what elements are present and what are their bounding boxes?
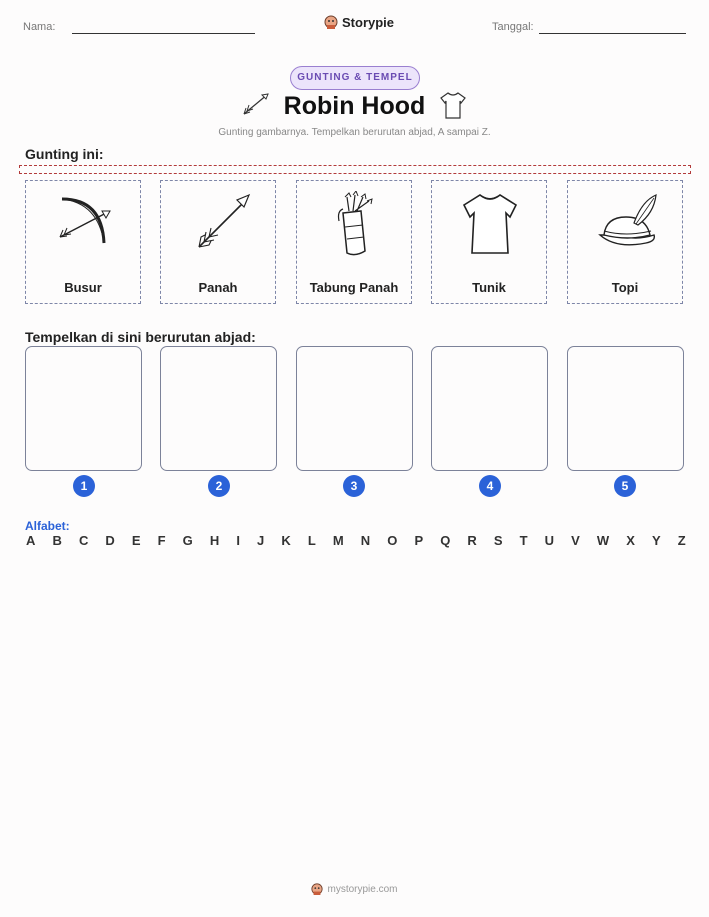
feathered-hat-icon <box>596 191 660 251</box>
alphabet-letter: W <box>596 533 610 548</box>
paste-section-heading: Tempelkan di sini berurutan abjad: <box>25 329 256 345</box>
tunic-decoration-icon <box>440 90 466 120</box>
alphabet-letter: H <box>209 533 220 548</box>
quiver-icon <box>325 191 385 257</box>
alphabet-letter: Q <box>440 533 451 548</box>
date-line[interactable] <box>539 33 686 34</box>
cut-line <box>19 165 691 174</box>
alphabet-letter: K <box>281 533 291 548</box>
cut-card-label: Tunik <box>472 280 506 295</box>
alphabet-letter: Z <box>677 533 686 548</box>
slot-number-badge: 5 <box>614 475 636 497</box>
alphabet-letter: S <box>493 533 503 548</box>
alphabet-letter: J <box>257 533 265 548</box>
slot-number-badge: 2 <box>208 475 230 497</box>
brand-logo <box>324 14 394 30</box>
footer-site: mystorypie.com <box>327 883 398 895</box>
alphabet-letter: U <box>544 533 555 548</box>
cut-card-label: Topi <box>611 280 639 295</box>
alphabet-letter: T <box>519 533 528 548</box>
paste-slot-2[interactable] <box>160 346 277 471</box>
page-title: Robin Hood <box>283 92 426 120</box>
alphabet-letter: F <box>157 533 166 548</box>
alphabet-row <box>26 533 686 548</box>
alphabet-label: Alfabet: <box>25 519 70 533</box>
alphabet-letter: B <box>52 533 62 548</box>
instructions: Gunting gambarnya. Tempelkan berurutan abjad, A sampai Z. <box>218 127 491 138</box>
alphabet-letter: E <box>131 533 141 548</box>
bow-icon <box>54 191 114 253</box>
alphabet-letter: Y <box>651 533 661 548</box>
slot-number-badge: 3 <box>343 475 365 497</box>
storypie-mascot-icon <box>324 14 338 30</box>
alphabet-letter: R <box>467 533 477 548</box>
name-line[interactable] <box>72 33 255 34</box>
paste-slot-3[interactable] <box>296 346 413 471</box>
cut-card-label: Tabung Panah <box>309 280 399 295</box>
cut-section-heading: Gunting ini: <box>25 146 104 162</box>
name-label: Nama: <box>23 21 56 33</box>
footer <box>0 882 709 896</box>
alphabet-letter: A <box>26 533 36 548</box>
cut-card-topi[interactable] <box>567 180 683 304</box>
storypie-mascot-icon <box>311 882 323 896</box>
slot-number-badge: 4 <box>479 475 501 497</box>
tunic-icon <box>460 191 520 257</box>
alphabet-letter: O <box>387 533 398 548</box>
alphabet-letter: P <box>414 533 424 548</box>
alphabet-letter: I <box>236 533 240 548</box>
paste-slot-4[interactable] <box>431 346 548 471</box>
alphabet-letter: C <box>78 533 89 548</box>
paste-slot-5[interactable] <box>567 346 684 471</box>
cut-card-tunik[interactable] <box>431 180 547 304</box>
alphabet-letter: L <box>307 533 316 548</box>
alphabet-letter: X <box>626 533 635 548</box>
alphabet-letter: D <box>105 533 115 548</box>
cut-card-label: Busur <box>64 280 102 295</box>
arrow-icon <box>189 191 251 255</box>
slot-number-badge: 1 <box>73 475 95 497</box>
paste-slot-1[interactable] <box>25 346 142 471</box>
alphabet-letter: G <box>182 533 193 548</box>
alphabet-letter: V <box>571 533 580 548</box>
date-label: Tanggal: <box>492 21 534 33</box>
brand-name: Storypie <box>342 14 395 30</box>
activity-badge: GUNTING & TEMPEL <box>290 66 420 90</box>
alphabet-letter: M <box>332 533 344 548</box>
cut-card-panah[interactable] <box>160 180 276 304</box>
cut-card-busur[interactable] <box>25 180 141 304</box>
cut-card-label: Panah <box>198 280 238 295</box>
alphabet-letter: N <box>360 533 371 548</box>
cut-card-tabung-panah[interactable] <box>296 180 412 304</box>
